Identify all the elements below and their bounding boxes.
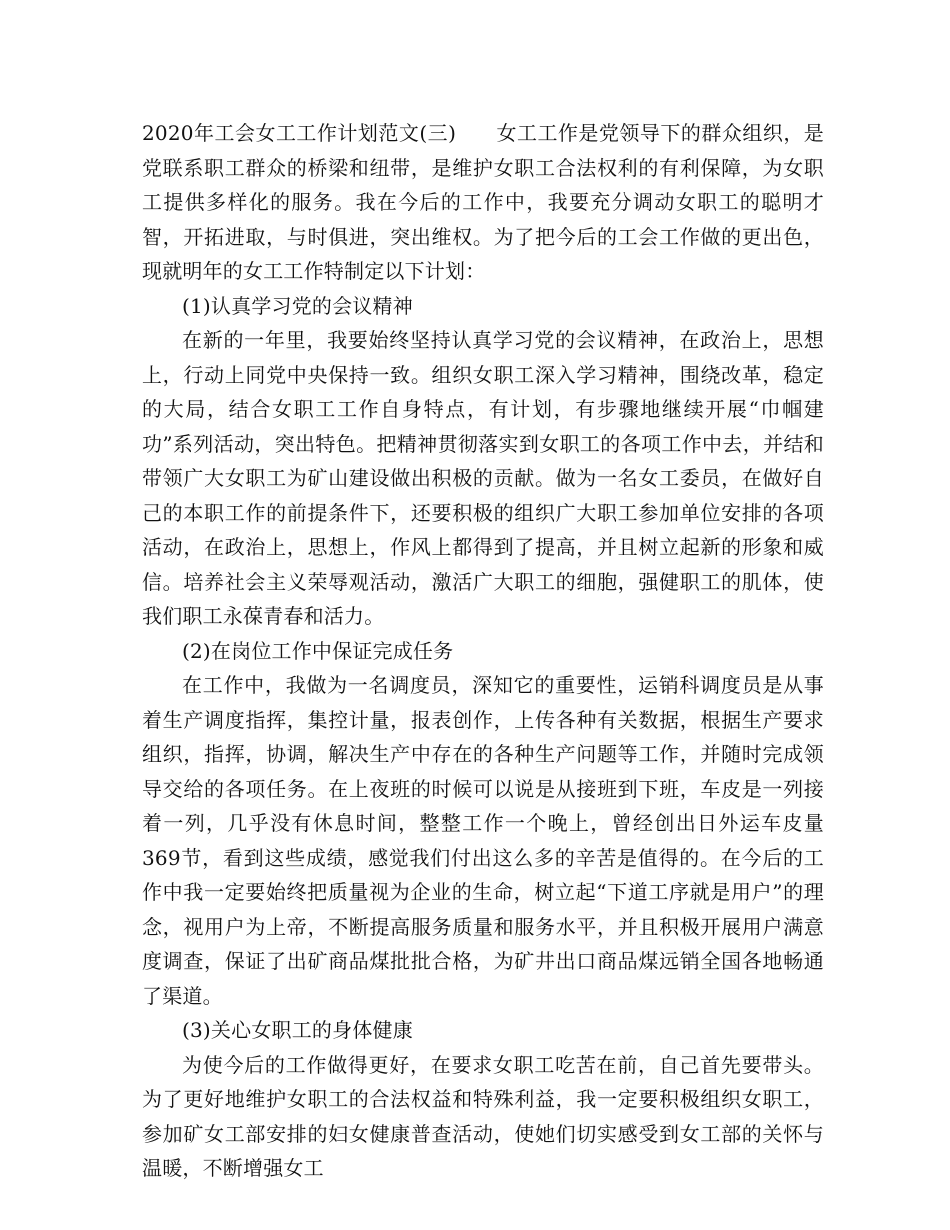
- document-body: [142, 116, 824, 1186]
- document-title: 2020年工会女工工作计划范文(三): [142, 121, 457, 145]
- section-heading-2: (2)在岗位工作中保证完成任务: [182, 638, 454, 663]
- section-heading-3: (3)关心女职工的身体健康: [182, 1018, 413, 1042]
- section-body-3: 为使今后的工作做得更好，在要求女职工吃苦在前，自己首先要带头。为了更好地维护女职工的合法权益和特殊利益，我一定要积极组织女职工，参加矿女工部安排的妇女健康普查活动，使她们切实感受到女工部的关怀与温暖，不断增强女工: [142, 1052, 824, 1180]
- section-body-2: 在工作中，我做为一名调度员，深知它的重要性，运销科调度员是从事着生产调度指挥，集控计量，报表创作，上传各种有关数据，根据生产要求组织，指挥，协调，解决生产中存在的各种生产问题等工作，并随时完成领导交给的各项任务。在上夜班的时候可以说是从接班到下班，车皮是一列接着一列，几乎没有休息时间，整整工作一个晚上，曾经创出日外运车皮量369节，看到这些成绩，感觉我们付出这么多的辛苦是值得的。在今后的工作中我一定要始终把质量视为企业的生命，树立起“下道工序就是用户”的理念，视用户为上帝，不断提高服务质量和服务水平，并且积极开展用户满意度调查，保证了出矿商品煤批批合格，为矿井出口商品煤远销全国各地畅通了渠道。: [142, 673, 824, 1008]
- intro-paragraph: [142, 116, 824, 289]
- section-body-1: 在新的一年里，我要始终坚持认真学习党的会议精神，在政治上，思想上，行动上同党中央保持一致。组织女职工深入学习精神，围绕改革，稳定的大局，结合女职工工作自身特点，有计划，有步骤地继续开展“巾帼建功”系列活动，突出特色。把精神贯彻落实到女职工的各项工作中去，并结和带领广大女职工为矿山建设做出积极的贡献。做为一名女工委员，在做好自己的本职工作的前提条件下，还要积极的组织广大职工参加单位安排的各项活动，在政治上，思想上，作风上都得到了提高，并且树立起新的形象和威信。培养社会主义荣辱观活动，激活广大职工的细胞，强健职工的肌体，使我们职工永葆青春和活力。: [142, 328, 824, 628]
- intro-text: 女工工作是党领导下的群众组织，是党联系职工群众的桥梁和纽带，是维护女职工合法权利的有利保障，为女职工提供多样化的服务。我在今后的工作中，我要充分调动女职工的聪明才智，开拓进取，与时俱进，突出维权。为了把今后的工会工作做的更出色，现就明年的女工工作特制定以下计划：: [142, 121, 825, 283]
- section-heading-1: (1)认真学习党的会议精神: [182, 293, 413, 318]
